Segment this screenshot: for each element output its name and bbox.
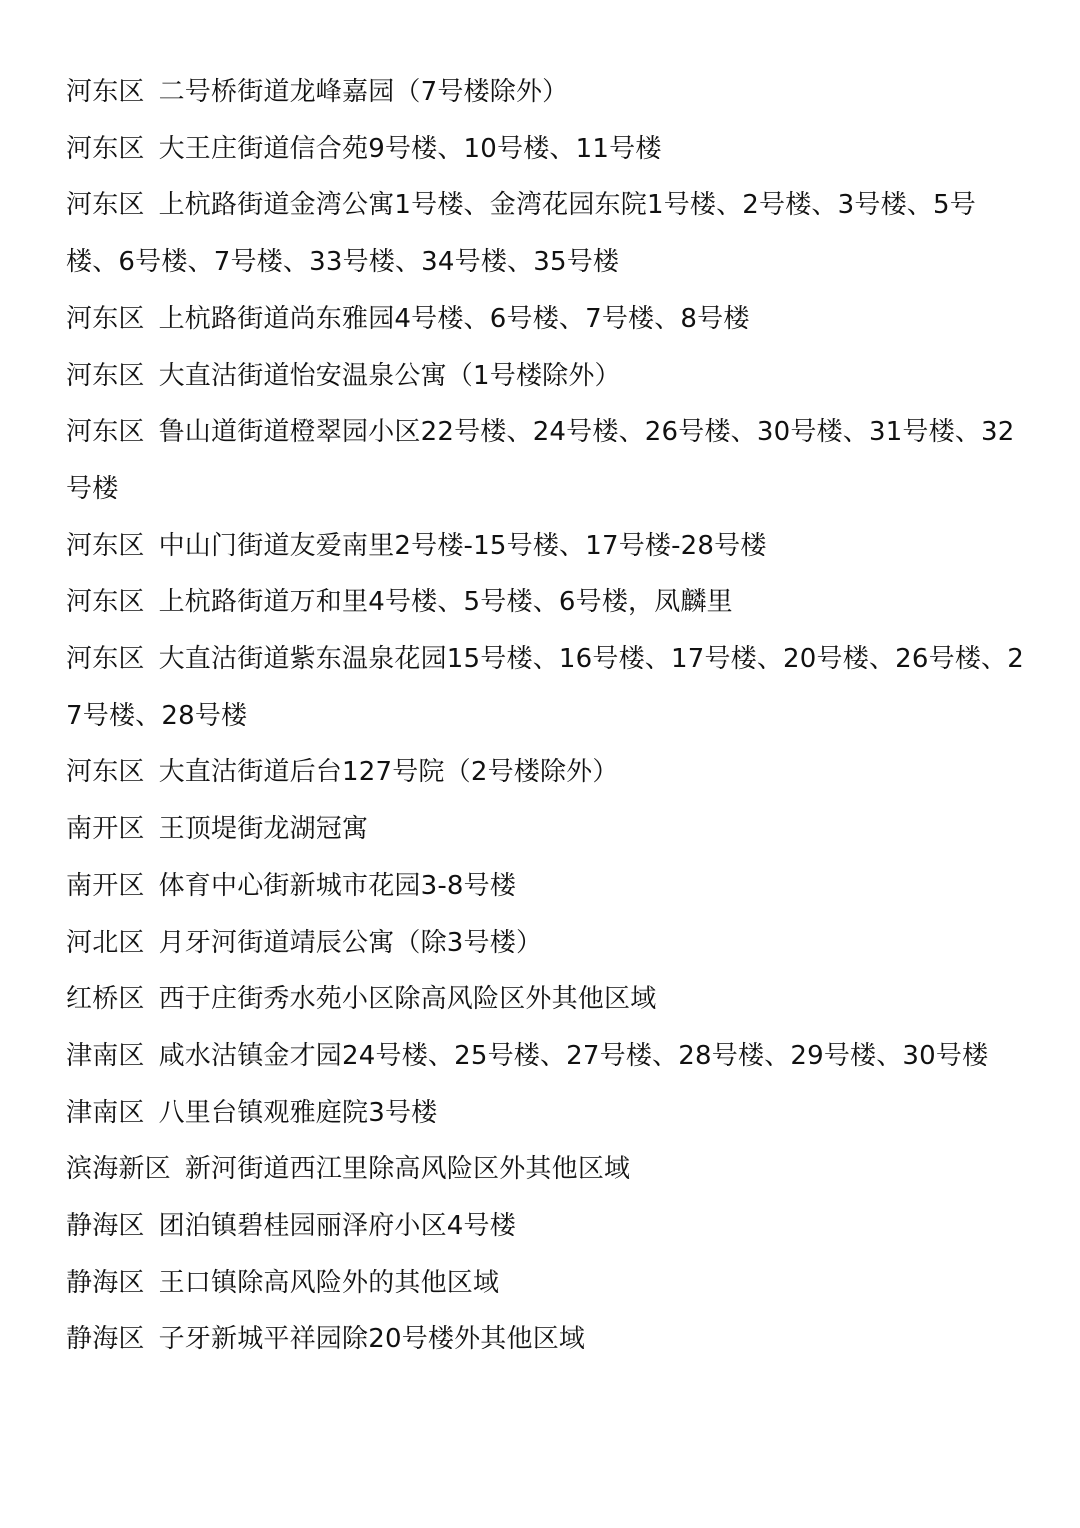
list-entry bbox=[66, 1085, 1026, 1142]
district-name: 河东区 bbox=[66, 77, 145, 107]
location-text: 子牙新城平祥园除20号楼外其他区域 bbox=[158, 1324, 586, 1355]
district-name: 滨海新区 bbox=[66, 1154, 171, 1185]
location-text: 上杭路街道尚东雅园4号楼、6号楼、7号楼、8号楼 bbox=[158, 303, 750, 334]
district-name: 红桥区 bbox=[66, 984, 145, 1015]
list-entry bbox=[66, 121, 1026, 178]
location-text: 鲁山道街道橙翠园小区22号楼、24号楼、26号楼、30号楼、31号楼、32号楼 bbox=[66, 417, 1015, 504]
district-name: 南开区 bbox=[66, 870, 145, 901]
list-entry bbox=[66, 801, 1026, 858]
district-name: 河东区 bbox=[66, 530, 145, 561]
district-name: 津南区 bbox=[66, 1097, 145, 1128]
location-text: 大王庄街道信合苑9号楼、10号楼、11号楼 bbox=[158, 133, 662, 164]
district-name: 静海区 bbox=[66, 1324, 145, 1355]
location-text: 新河街道西江里除高风险区外其他区域 bbox=[184, 1154, 631, 1185]
list-entry bbox=[66, 1028, 1026, 1085]
list-entry bbox=[66, 971, 1026, 1028]
location-text: 王口镇除高风险外的其他区域 bbox=[158, 1267, 500, 1298]
list-entry bbox=[66, 1255, 1026, 1312]
location-text: 咸水沽镇金才园24号楼、25号楼、27号楼、28号楼、29号楼、30号楼 bbox=[158, 1040, 989, 1071]
list-entry bbox=[66, 1311, 1026, 1368]
district-name: 河东区 bbox=[66, 133, 145, 164]
location-text: 大直沽街道怡安温泉公寓（1号楼除外） bbox=[158, 360, 621, 391]
list-entry bbox=[66, 744, 1026, 801]
district-name: 河东区 bbox=[66, 587, 145, 618]
location-text: 大直沽街道紫东温泉花园15号楼、16号楼、17号楼、20号楼、26号楼、27号楼、28号楼 bbox=[66, 644, 1024, 731]
district-name: 静海区 bbox=[66, 1211, 145, 1242]
list-entry bbox=[66, 1198, 1026, 1255]
list-entry bbox=[66, 631, 1026, 744]
list-entry bbox=[66, 177, 1026, 290]
district-name: 静海区 bbox=[66, 1267, 145, 1298]
location-text: 体育中心街新城市花园3-8号楼 bbox=[158, 870, 517, 901]
district-name: 南开区 bbox=[66, 814, 145, 845]
district-name: 河东区 bbox=[66, 360, 145, 391]
list-entry bbox=[66, 64, 1026, 121]
district-name: 津南区 bbox=[66, 1040, 145, 1071]
location-text: 中山门街道友爱南里2号楼-15号楼、17号楼-28号楼 bbox=[158, 530, 767, 561]
location-text: 大直沽街道后台127号院（2号楼除外） bbox=[158, 757, 619, 788]
document-body bbox=[66, 64, 1026, 1368]
district-name: 河北区 bbox=[66, 927, 145, 958]
location-text: 二号桥街道龙峰嘉园（7号楼除外） bbox=[158, 77, 569, 107]
location-text: 八里台镇观雅庭院3号楼 bbox=[158, 1097, 438, 1128]
location-text: 上杭路街道金湾公寓1号楼、金湾花园东院1号楼、2号楼、3号楼、5号楼、6号楼、7号楼、33号楼、34号楼、35号楼 bbox=[66, 190, 976, 278]
list-entry bbox=[66, 518, 1026, 575]
location-text: 西于庄街秀水苑小区除高风险区外其他区域 bbox=[158, 984, 657, 1015]
district-name: 河东区 bbox=[66, 757, 145, 788]
list-entry bbox=[66, 348, 1026, 405]
list-entry bbox=[66, 1141, 1026, 1198]
district-name: 河东区 bbox=[66, 644, 145, 675]
district-name: 河东区 bbox=[66, 417, 145, 448]
list-entry bbox=[66, 574, 1026, 631]
location-text: 月牙河街道靖辰公寓（除3号楼） bbox=[158, 927, 543, 958]
list-entry bbox=[66, 291, 1026, 348]
district-name: 河东区 bbox=[66, 190, 145, 221]
location-text: 王顶堤街龙湖冠寓 bbox=[158, 814, 369, 845]
district-name: 河东区 bbox=[66, 303, 145, 334]
list-entry bbox=[66, 858, 1026, 915]
location-text: 团泊镇碧桂园丽泽府小区4号楼 bbox=[158, 1211, 516, 1242]
location-text: 上杭路街道万和里4号楼、5号楼、6号楼，凤麟里 bbox=[158, 587, 733, 618]
list-entry bbox=[66, 915, 1026, 972]
list-entry bbox=[66, 404, 1026, 517]
